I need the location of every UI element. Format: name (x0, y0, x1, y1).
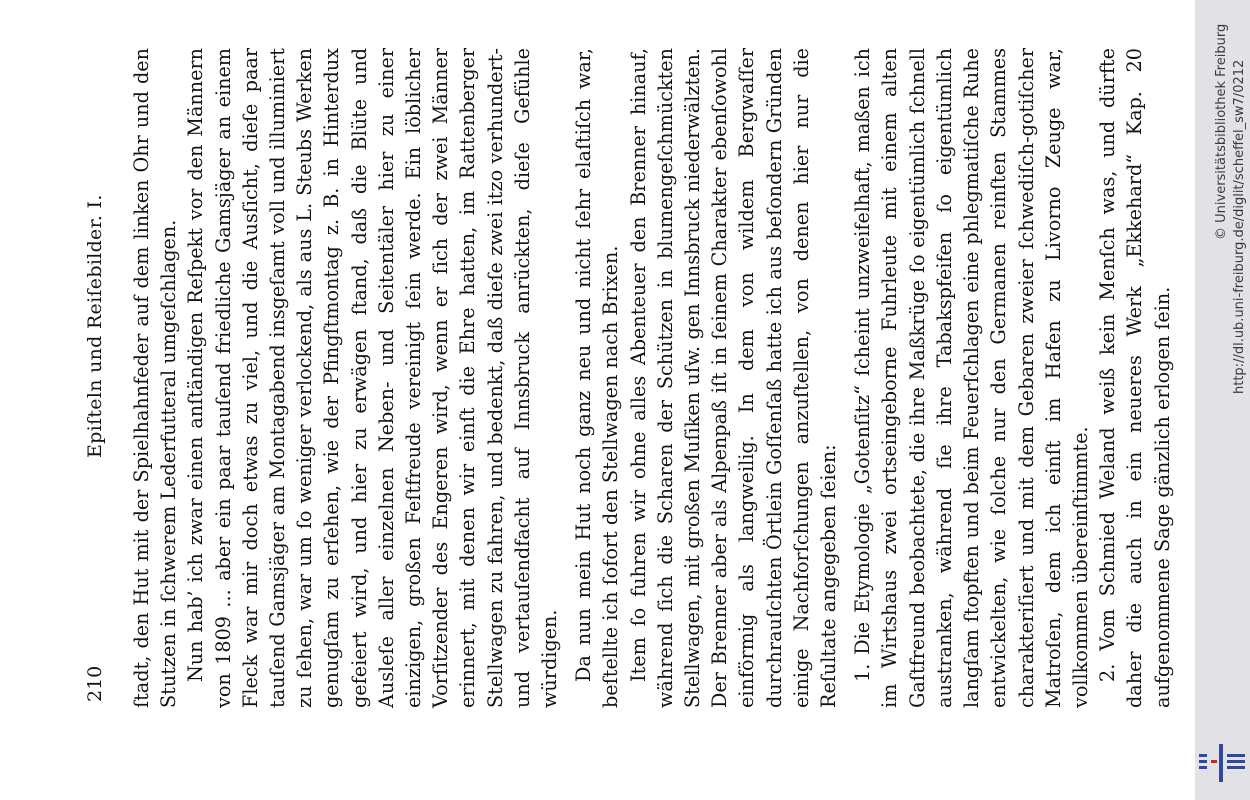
page-body (128, 48, 1174, 708)
paragraph: 1. Die Etymologie „Gotenſitz“ ſcheint unzweifelhaft, maßen ich im Wirtshaus zwei ortseingeborne Fuhrleute mit einem alten Gaſtfreund beobachtete, die ihre Maßkrüge ſo eigentümlich ſchnell austranken, während ſie ihre Tabakspfeifen ſo eigentümlich langſam ſtopften und beim Feuerſchlagen eine phlegmatiſche Ruhe entwickelten, wie ſolche nur den Germanen reinſten Stammes charakteriſiert und mit dem Gebaren zweier ſchwediſch-gotiſcher Matroſen, dem ich einſt im Hafen zu Livorno Zeuge war, vollkommen übereinſtimmte. (851, 48, 1092, 708)
page-number: 210 (84, 665, 106, 702)
logo-bar (1227, 766, 1245, 769)
ub-freiburg-logo-icon (1199, 744, 1245, 782)
page-header (84, 48, 118, 708)
paragraph: Item ſo fuhren wir ohne alles Abenteuer den Brenner hinauf, während ſich die Scharen der Schützen in blumengeſchmückten Stellwagen, mit großen Muſiken uſw. gen Innsbruck niederwälzten. Der Brenner aber als Alpenpaß iſt in ſeinem Charakter ebenſowohl einförmig als langweilig. In dem von wildem Bergwaſſer durchrauſchten Örtlein Goſſenſaß hatte ich aus beſondern Gründen einige Nachforſchungen anzuſtellen, von denen hier nur die Reſultate angegeben ſeien: (626, 48, 841, 708)
copyright-notice: © Universitätsbibliothek Freiburg (1214, 23, 1229, 240)
logo-bar (1227, 754, 1245, 757)
logo-bar (1211, 760, 1217, 763)
logo-bar (1219, 744, 1223, 782)
source-url[interactable]: http://dl.ub.uni-freiburg.de/diglit/scheffel_sw7/0212 (1232, 59, 1247, 394)
logo-bar (1199, 754, 1207, 757)
paragraph: 2. Vom Schmied Weland weiß kein Menſch was, und dürfte daher die auch in ein neueres Werk „Ekkehard“ Kap. 20 aufgenommene Sage gänzlich erlogen ſein. (1096, 48, 1174, 708)
book-page (84, 48, 1174, 708)
paragraph: ſtadt, den Hut mit der Spielhahnfeder auf dem linken Ohr und den Stutzen in ſchwerem Lederfutteral umgeſchlagen. (130, 48, 181, 708)
running-title: Epiſteln und Reiſebilder. I. (84, 194, 106, 458)
paragraph: Da nun mein Hut noch ganz neu und nicht ſehr elaſtiſch war, beſtellte ich ſofort den Stellwagen nach Brixen. (572, 48, 623, 708)
library-sidebar (1195, 0, 1250, 800)
paragraph: Nun hab’ ich zwar einen anſtändigen Reſpekt vor den Männern von 1809 ... aber ein paar tauſend friedliche Gamsjäger an einem Fleck war mir doch etwas zu viel, und die Ausſicht, dieſe paar tauſend Gamsjäger am Montagabend insgeſamt voll und illuminiert zu ſehen, war um ſo weniger verlockend, als aus L. Steubs Werken genugſam zu erſehen, wie der Pfingſtmontag z. B. in Hinterdux gefeiert wird, und hier zu erwägen ſtand, daß die Blüte und Ausleſe aller einzelnen Neben- und Seitentäler hier zu einer einzigen, großen Feſtfreude vereinigt ſein werde. Ein löblicher Vorſitzender des Engeren wird, wenn er ſich der zwei Männer erinnert, mit denen wir einſt die Ehre hatten, im Rattenberger Stellwagen zu fahren, und bedenkt, daß dieſe zwei itzo verhundert- und vertauſendfacht auf Innsbruck anrückten, dieſe Gefühle würdigen. (184, 48, 562, 708)
logo-bar (1199, 766, 1207, 769)
logo-bar (1227, 760, 1245, 763)
logo-bar (1199, 760, 1207, 763)
